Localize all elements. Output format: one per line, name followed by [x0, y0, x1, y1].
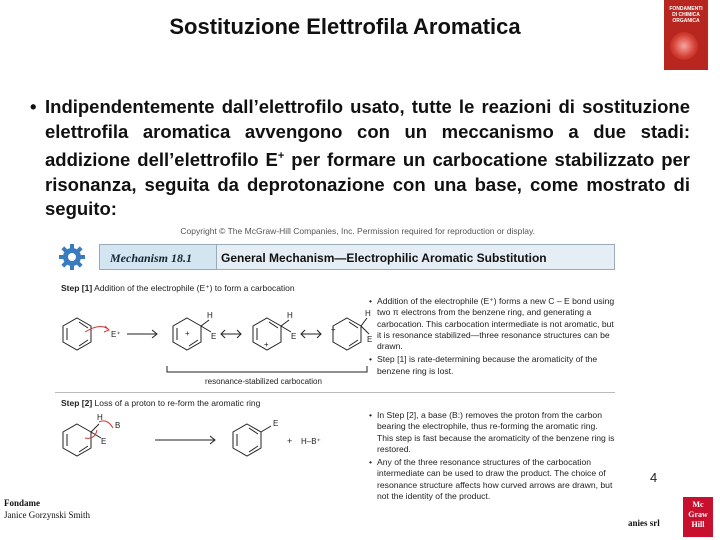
mechanism-header: [55, 242, 615, 272]
bullet-text-1: Indipendentemente dall’elettrofilo usato, tutte le reazioni di sostituzione elettrofila aromatica avvengono con un meccanismo a due stadi: addizione dell’elettrofilo E: [45, 96, 690, 171]
step1-note: • Step [1] is rate-determining because the aromaticity of the benzene ring is lost.: [369, 354, 615, 377]
resonance-arrow-1: [221, 330, 241, 338]
copyright-line: Copyright © The McGraw-Hill Companies, Inc. Permission required for reproduction or display.: [180, 226, 535, 236]
cation-ring-3: [333, 318, 361, 350]
gear-icon: [59, 244, 85, 270]
flower-graphic: [670, 32, 698, 60]
step2-structures: [55, 410, 355, 490]
label-H-2: H: [287, 311, 293, 320]
footer-left: [4, 497, 90, 521]
step1-note: • Addition of the electrophile (E⁺) forms a new C – E bond using two π electrons from the benzene ring, and generating a carbocation. This carbocation intermediate is not aromatic, but it is resonance stabilized—three resonance structures can be drawn.: [369, 296, 615, 352]
label-H-1: H: [207, 311, 213, 320]
step2-notes: [369, 410, 615, 504]
step2-heading: [61, 398, 260, 408]
book-cover-image: [664, 0, 708, 70]
resonance-bracket: [167, 366, 367, 372]
step2-label: Step [2]: [61, 398, 93, 408]
resonance-arrow-2: [301, 330, 321, 338]
bullet-dot: •: [30, 96, 37, 117]
mcgraw-hill-logo: Mc Graw Hill: [683, 497, 713, 537]
bullet-superscript: +: [277, 150, 285, 162]
label-E-1: E: [211, 332, 217, 341]
mechanism-label: Mechanism 18.1: [99, 244, 217, 270]
plus-charge-1: +: [185, 329, 190, 338]
label-B: B: [115, 421, 121, 430]
label-E-plus: E⁺: [111, 330, 121, 339]
footer-author: Janice Gorzynski Smith: [4, 510, 90, 520]
label-E-2: E: [291, 332, 297, 341]
resonance-caption: resonance-stabilized carbocation: [205, 377, 322, 386]
mechanism-title: General Mechanism—Electrophilic Aromatic Substitution: [217, 244, 615, 270]
slide-title: Sostituzione Elettrofila Aromatica: [169, 14, 521, 39]
label-E-3: E: [367, 335, 373, 344]
footer-book-title: Fondame: [4, 498, 40, 508]
footer-right: anies srl: [628, 518, 660, 528]
plus-sign: +: [287, 436, 293, 446]
plus-charge-3: +: [331, 325, 336, 334]
step2-text: Loss of a proton to re-form the aromatic ring: [94, 398, 261, 408]
bullet-paragraph: [30, 95, 690, 222]
page-number: 4: [650, 470, 658, 485]
step1-text: Addition of the electrophile (E⁺) to form a carbocation: [94, 283, 295, 293]
label-HB-plus: H–B⁺: [301, 437, 321, 446]
book-cover-text: FONDAMENTI DI CHIMICA ORGANICA: [669, 6, 703, 24]
mechanism-figure: [55, 222, 615, 517]
label-H-3: H: [365, 309, 371, 318]
plus-charge-2: +: [264, 340, 269, 349]
divider-line: [55, 392, 615, 393]
step2-note: • Any of the three resonance structures of the carbocation intermediate can be used to draw the product. The choice of resonance structure affects how curved arrows are drawn, but not the identity of the product.: [369, 457, 615, 502]
label-E-product: E: [273, 419, 279, 428]
step1-label: Step [1]: [61, 283, 93, 293]
step1-notes: [369, 296, 615, 379]
step2-note: • In Step [2], a base (B:) removes the proton from the carbon bearing the electrophile, thus re-forming the aromatic ring. This step is fast because the aromaticity of the benzene ring is restored.: [369, 410, 615, 455]
bullet-text-2: per formare un carbocatione stabilizzato per risonanza, seguita da deprotonazione con una base, come mostrato di seguito:: [45, 149, 691, 220]
label-H: H: [97, 413, 103, 422]
label-E: E: [101, 437, 107, 446]
